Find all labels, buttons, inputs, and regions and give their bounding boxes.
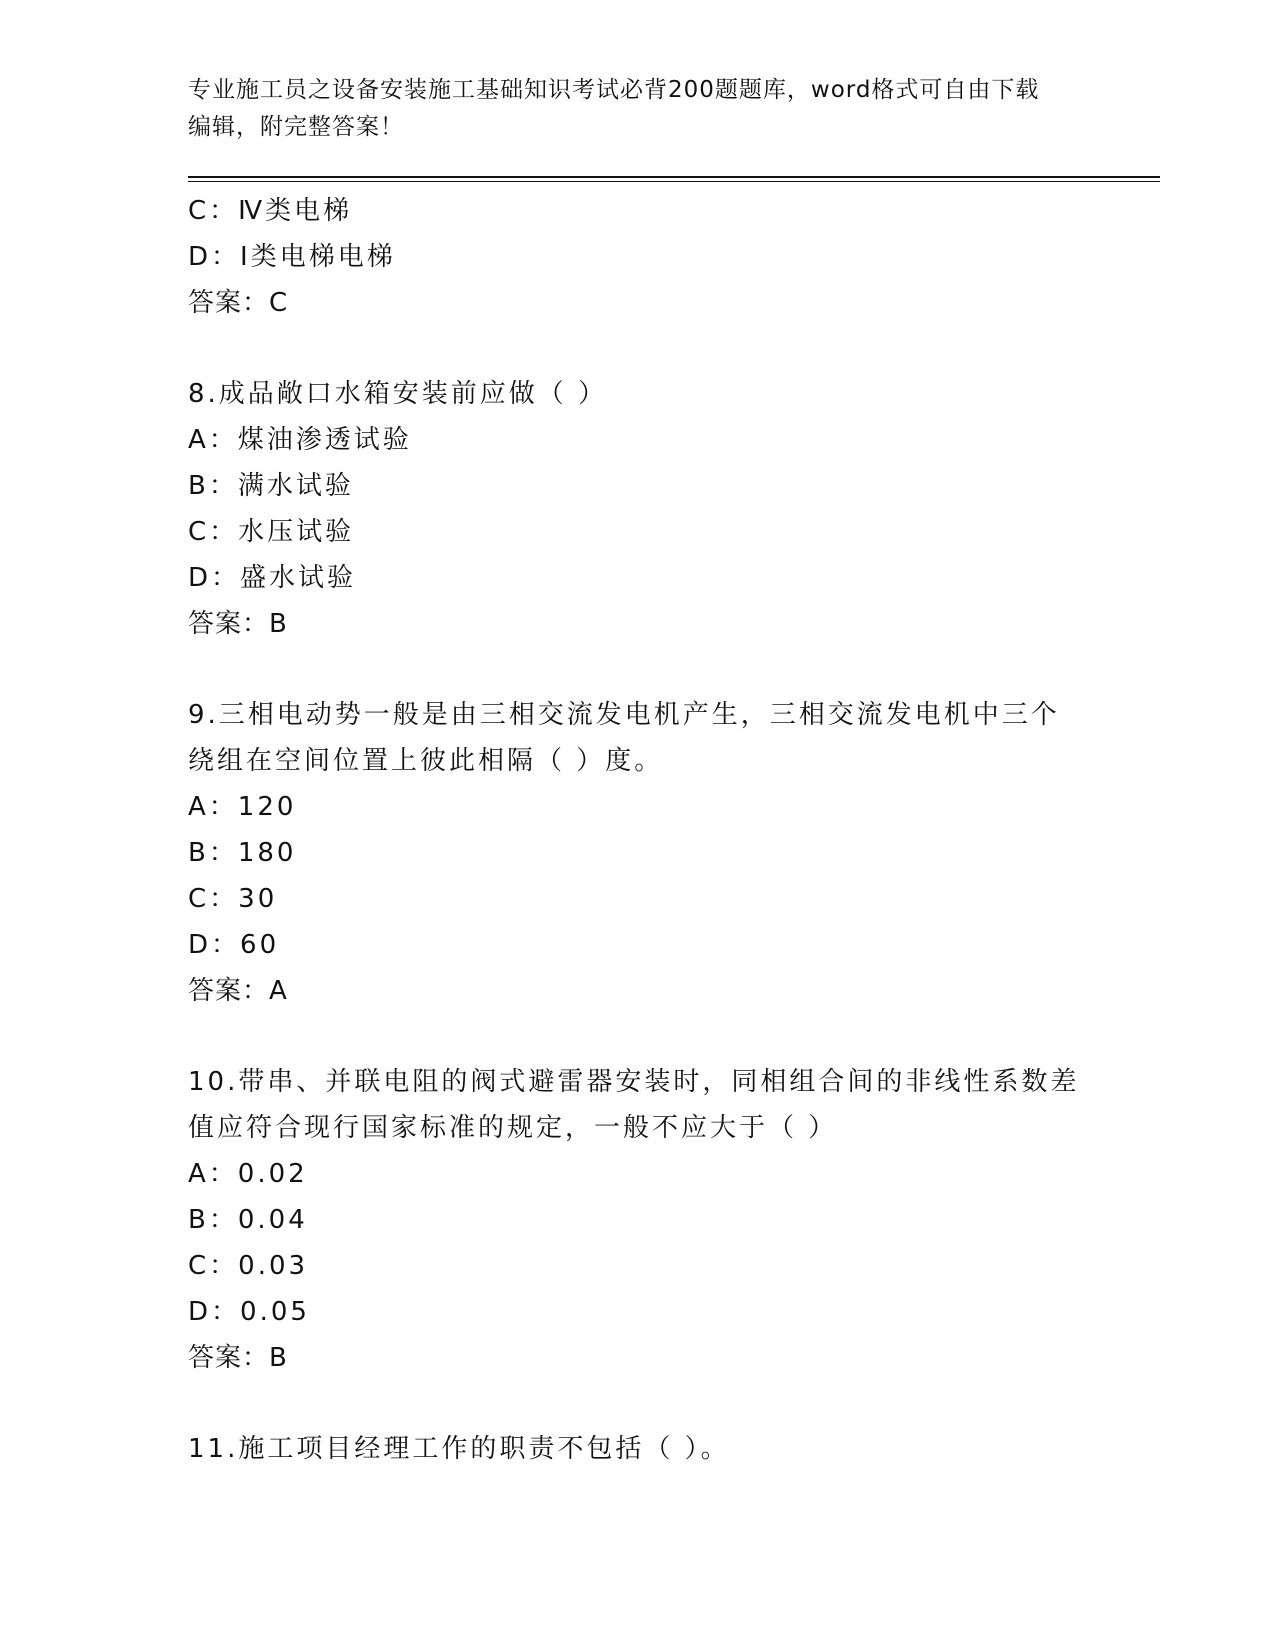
option-label: C：: [188, 1251, 239, 1281]
question-stem-line1: 9.三相电动势一般是由三相交流发电机产生，三相交流发电机中三个: [188, 700, 1060, 730]
option-text: 0.05: [240, 1297, 310, 1327]
header-divider-thick: [188, 176, 1160, 178]
option-label: D：: [188, 242, 241, 272]
question-stem: 11.施工项目经理工作的职责不包括（ ）。: [188, 1434, 730, 1464]
question-9: [188, 692, 1088, 1014]
header-title-line1: 专业施工员之设备安装施工基础知识考试必背200题题库，word格式可自由下载: [188, 77, 1040, 103]
option-line: [188, 417, 1088, 463]
option-label: D：: [188, 1297, 241, 1327]
question-11: [188, 1426, 1088, 1472]
option-label: C：: [188, 884, 239, 914]
option-line: [188, 830, 1088, 876]
question-stem: 8.成品敞口水箱安装前应做（ ）: [188, 379, 608, 409]
option-line: [188, 1243, 1088, 1289]
answer-line: 答案：C: [188, 288, 289, 318]
option-label: B：: [188, 1205, 238, 1235]
answer-line: 答案：B: [188, 609, 288, 639]
option-line: [188, 922, 1088, 968]
option-text: Ⅰ类电梯电梯: [240, 242, 396, 272]
option-text: 60: [240, 930, 280, 960]
option-line: [188, 876, 1088, 922]
option-text: 盛水试验: [240, 563, 357, 593]
answer-line: 答案：B: [188, 1343, 288, 1373]
header-title-line2: 编辑，附完整答案！: [188, 114, 404, 140]
option-label: A：: [188, 425, 238, 455]
option-text: 0.04: [237, 1205, 308, 1235]
question-stem-line2: 绕组在空间位置上彼此相隔（ ）度。: [188, 746, 664, 776]
option-text: 满水试验: [237, 471, 354, 501]
option-line: [188, 1289, 1088, 1335]
option-line: [188, 509, 1088, 555]
option-line: [188, 784, 1088, 830]
option-text: 30: [238, 884, 278, 914]
option-label: D：: [188, 930, 241, 960]
question-10: [188, 1059, 1088, 1381]
option-label: B：: [188, 838, 238, 868]
document-header: [188, 72, 1088, 146]
question-content: [188, 188, 1088, 1472]
option-line: [188, 555, 1088, 601]
option-label: C：: [188, 196, 239, 226]
option-label: B：: [188, 471, 238, 501]
option-line: [188, 234, 1088, 280]
option-label: D：: [188, 563, 241, 593]
option-text: Ⅳ类电梯: [238, 196, 353, 226]
option-text: 0.02: [237, 1159, 308, 1189]
option-text: 120: [237, 792, 297, 822]
option-label: C：: [188, 517, 239, 547]
option-text: 煤油渗透试验: [237, 425, 412, 455]
option-line: [188, 463, 1088, 509]
option-line: [188, 1197, 1088, 1243]
header-divider-thin: [188, 181, 1160, 182]
question-8: [188, 371, 1088, 647]
prev-question-tail: [188, 188, 1088, 326]
option-text: 水压试验: [238, 517, 355, 547]
option-line: [188, 188, 1088, 234]
option-line: [188, 1151, 1088, 1197]
option-label: A：: [188, 792, 238, 822]
option-text: 0.03: [238, 1251, 309, 1281]
question-stem-line2: 值应符合现行国家标准的规定，一般不应大于（ ）: [188, 1113, 838, 1143]
answer-line: 答案：A: [188, 976, 288, 1006]
option-label: A：: [188, 1159, 238, 1189]
option-text: 180: [237, 838, 297, 868]
question-stem-line1: 10.带串、并联电阻的阀式避雷器安装时，同相组合间的非线性系数差: [188, 1067, 1080, 1097]
